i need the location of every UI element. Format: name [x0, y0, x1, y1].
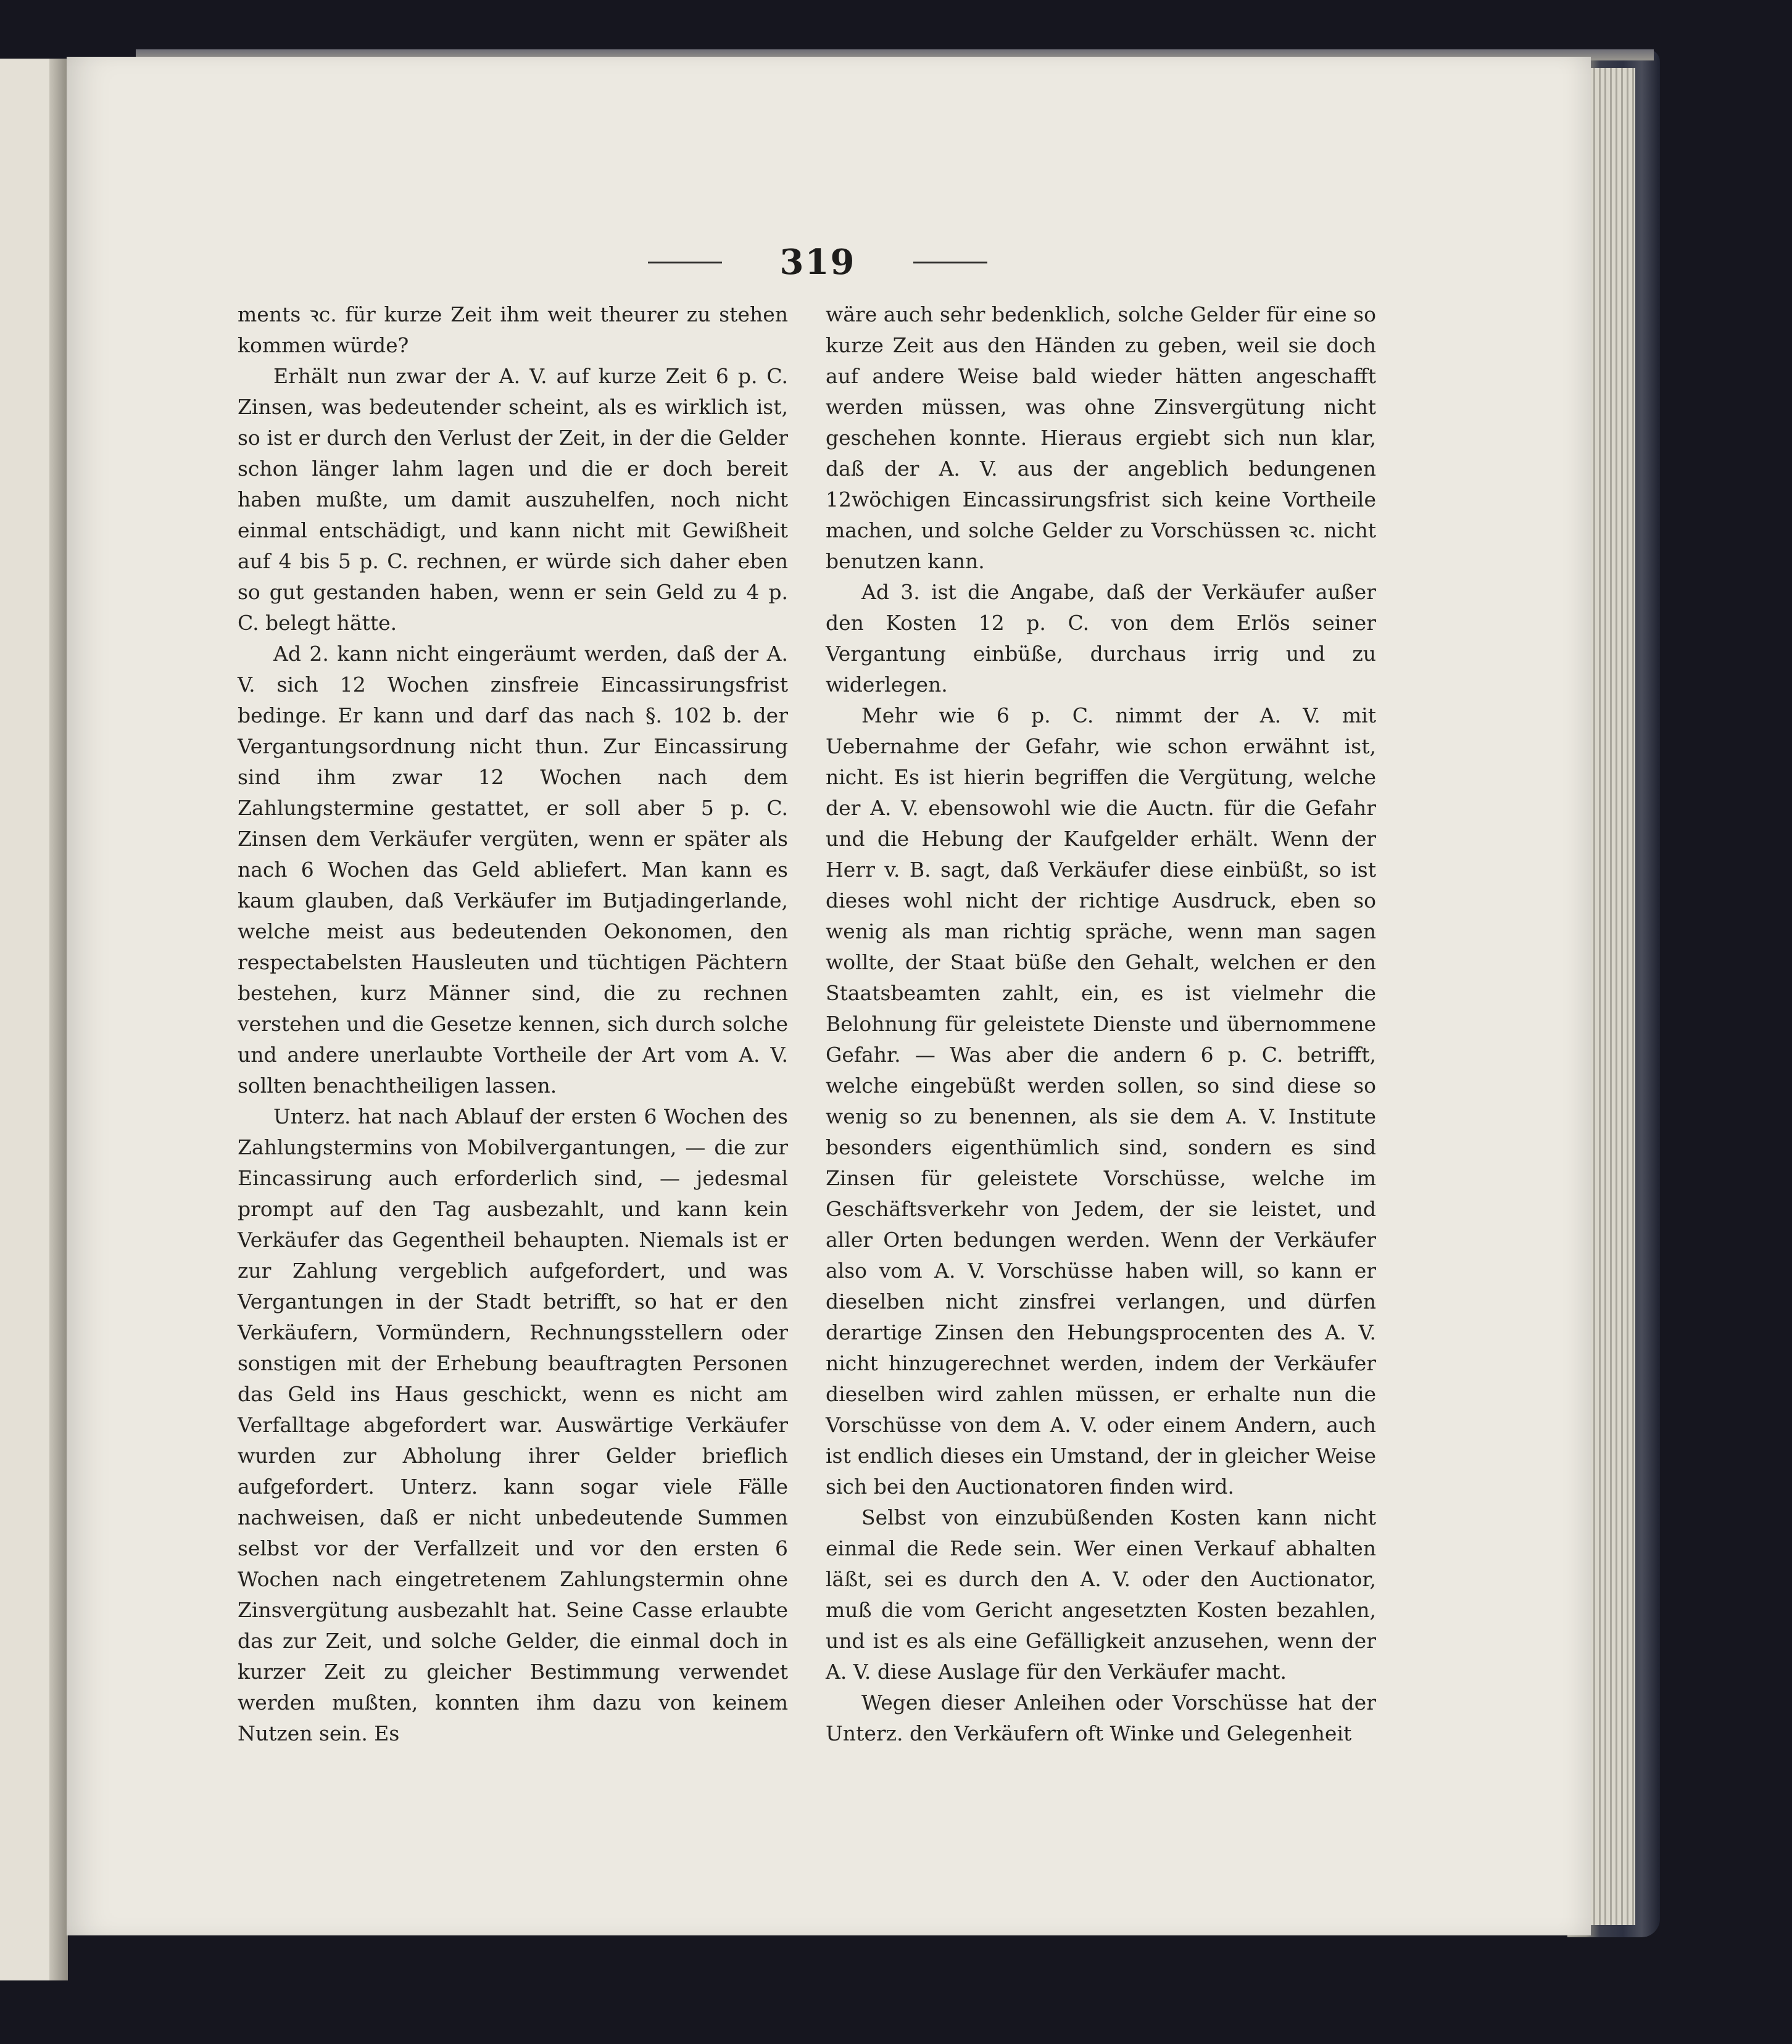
paragraph: ments ꝛc. für kurze Zeit ihm weit theurer zu stehen kommen würde?: [238, 302, 788, 357]
paragraph: Unterz. hat nach Ablauf der ersten 6 Wochen des Zahlungstermins von Mobilvergantungen, — die zur Eincassirung auch erforderlich sind, — jedesmal prompt auf den Tag ausbezahlt, und kann kein Verkäufer das Gegentheil behaupten. Niemals ist er zur Zahlung vergeblich aufgefordert, und was Vergantungen in der Stadt betrifft, so hat er den Verkäufern, Vormündern, Rechnungsstellern oder sonstigen mit der Erhebung beauftragten Personen das Geld ins Haus geschickt, wenn es nicht am Verfalltage abgefordert war. Auswärtige Verkäufer wurden zur Abholung ihrer Gelder brieflich aufgefordert. Unterz. kann sogar viele Fälle nachweisen, daß er nicht unbedeutende Summen selbst vor der Verfallzeit und vor den ersten 6 Wochen nach eingetretenem Zahlungstermin ohne Zinsvergütung ausbezahlt hat. Seine Casse erlaubte das zur Zeit, und solche Gelder, die einmal doch in kurzer Zeit zu gleicher Bestimmung verwendet werden mußten, konnten ihm dazu von keinem Nutzen sein. Es: [238, 1104, 788, 1745]
book-gutter: [49, 59, 68, 1980]
header-rule-right: [913, 262, 987, 263]
text-column-left: [238, 299, 788, 1749]
page-number: 319: [779, 242, 856, 283]
text-column-right: [826, 299, 1376, 1749]
paragraph: Erhält nun zwar der A. V. auf kurze Zeit 6 p. C. Zinsen, was bedeutender scheint, als es wirklich ist, so ist er durch den Verlust der Zeit, in der die Gelder schon länger lahm lagen und die er doch bereit haben mußte, um damit auszuhelfen, noch nicht einmal entschädigt, und kann nicht mit Gewißheit auf 4 bis 5 p. C. rechnen, er würde sich daher eben so gut gestanden haben, wenn er sein Geld zu 4 p. C. belegt hätte.: [238, 364, 788, 635]
paragraph: Wegen dieser Anleihen oder Vorschüsse hat der Unterz. den Verkäufern oft Winke und Gelegenheit: [826, 1690, 1376, 1745]
paragraph: wäre auch sehr bedenklich, solche Gelder für eine so kurze Zeit aus den Händen zu geben, weil sie doch auf andere Weise bald wieder hätten angeschafft werden müssen, was ohne Zinsvergütung nicht geschehen konnte. Hieraus ergiebt sich nun klar, daß der A. V. aus der angeblich bedungenen 12wöchigen Eincassirungsfrist sich keine Vortheile machen, und solche Gelder zu Vorschüssen ꝛc. nicht benutzen kann.: [826, 302, 1376, 573]
paragraph: Ad 2. kann nicht eingeräumt werden, daß der A. V. sich 12 Wochen zinsfreie Eincassirungsfrist bedinge. Er kann und darf das nach §. 102 b. der Vergantungsordnung nicht thun. Zur Eincassirung sind ihm zwar 12 Wochen nach dem Zahlungstermine gestattet, er soll aber 5 p. C. Zinsen dem Verkäufer vergüten, wenn er später als nach 6 Wochen das Geld abliefert. Man kann es kaum glauben, daß Verkäufer im Butjadingerlande, welche meist aus bedeutenden Oekonomen, den respectabelsten Hausleuten und tüchtigen Pächtern bestehen, kurz Männer sind, die zu rechnen verstehen und die Gesetze kennen, sich durch solche und andere unerlaubte Vortheile der Art vom A. V. sollten benachtheiligen lassen.: [238, 642, 788, 1098]
paragraph: Ad 3. ist die Angabe, daß der Verkäufer außer den Kosten 12 p. C. von dem Erlös seiner Vergantung einbüße, durchaus irrig und zu widerlegen.: [826, 580, 1376, 697]
page-header: [648, 238, 987, 287]
paragraph: Selbst von einzubüßenden Kosten kann nicht einmal die Rede sein. Wer einen Verkauf abhalten läßt, sei es durch den A. V. oder den Auctionator, muß die vom Gericht angesetzten Kosten bezahlen, und ist es als eine Gefälligkeit anzusehen, wenn der A. V. diese Auslage für den Verkäufer macht.: [826, 1505, 1376, 1684]
header-rule-left: [648, 262, 722, 263]
paragraph: Mehr wie 6 p. C. nimmt der A. V. mit Uebernahme der Gefahr, wie schon erwähnt ist, nicht. Es ist hierin begriffen die Vergütung, welche der A. V. ebensowohl wie die Auctn. für die Gefahr und die Hebung der Kaufgelder erhält. Wenn der Herr v. B. sagt, daß Verkäufer diese einbüßt, so ist dieses wohl nicht der richtige Ausdruck, eben so wenig als man richtig spräche, wenn man sagen wollte, der Staat büße den Gehalt, welchen er den Staatsbeamten zahlt, ein, es ist vielmehr die Belohnung für geleistete Dienste und übernommene Gefahr. — Was aber die andern 6 p. C. betrifft, welche eingebüßt werden sollen, so sind diese so wenig so zu benennen, als sie dem A. V. Institute besonders eigenthümlich sind, sondern es sind Zinsen für geleistete Vorschüsse, welche im Geschäftsverkehr von Jedem, der sie leistet, und aller Orten bedungen werden. Wenn der Verkäufer also vom A. V. Vorschüsse haben will, so kann er dieselben nicht zinsfrei verlangen, und dürfen derartige Zinsen den Hebungsprocenten des A. V. nicht hinzugerechnet werden, indem der Verkäufer dieselben wird zahlen müssen, er erhalte nun die Vorschüsse von dem A. V. oder einem Andern, auch ist endlich dieses ein Umstand, der in gleicher Weise sich bei den Auctionatoren finden wird.: [826, 703, 1376, 1499]
